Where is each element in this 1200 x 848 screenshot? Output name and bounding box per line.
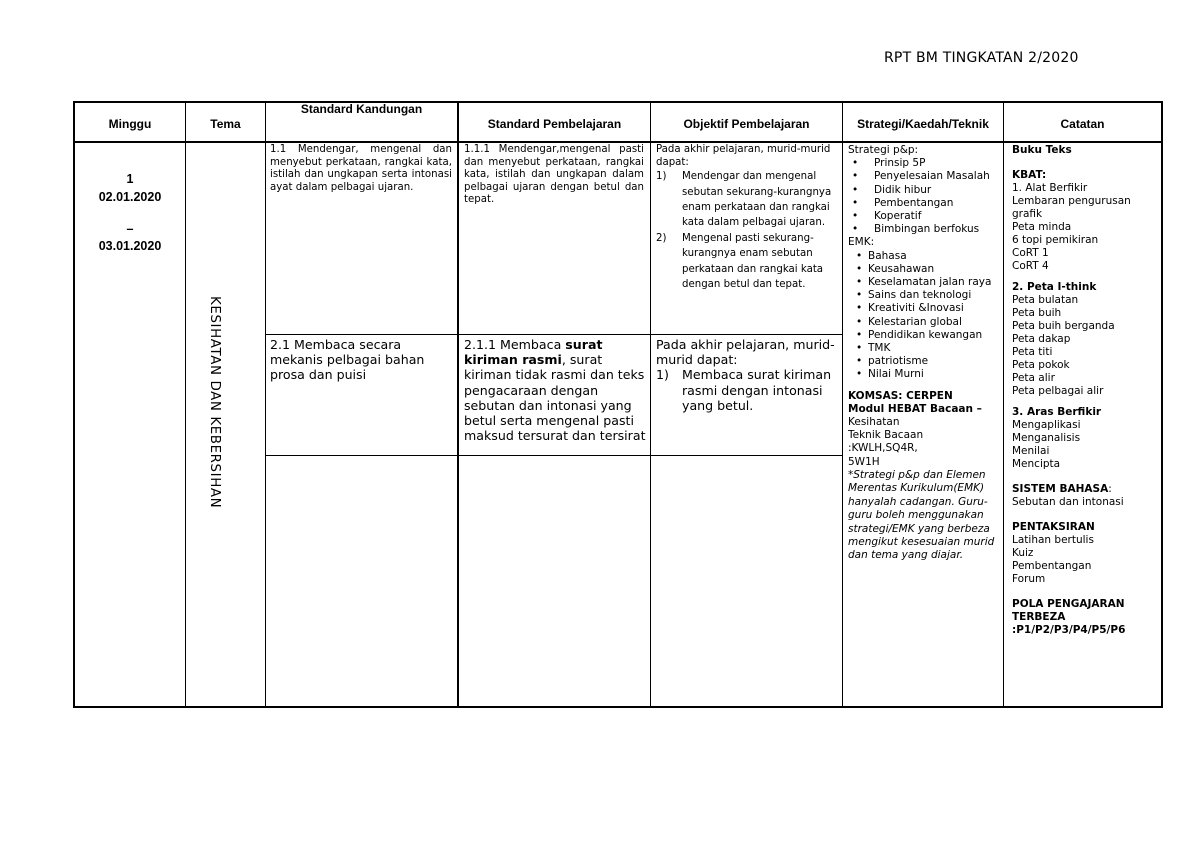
emk-item: • Kelestarian global — [848, 316, 1000, 329]
pp-item: • Didik hibur — [848, 184, 1000, 197]
pentaksiran-item: Latihan bertulis — [1012, 534, 1094, 546]
aras-item: Menganalisis — [1012, 432, 1081, 444]
kbat-title: KBAT: — [1012, 169, 1047, 181]
pentaksiran-title: PENTAKSIRAN — [1012, 521, 1095, 533]
tema-text: KESIHATAN DAN KEBERSIHAN — [207, 296, 222, 509]
emk-label: EMK: — [848, 236, 875, 249]
peta-item: Peta buih — [1012, 307, 1062, 319]
col-divider — [185, 101, 186, 708]
objektif-row1 — [656, 144, 836, 292]
peta-item: Peta alir — [1012, 372, 1055, 384]
week-number: 1 — [126, 172, 134, 186]
peta-item: Peta bulatan — [1012, 294, 1079, 306]
pola-title: POLA PENGAJARAN TERBEZA — [1012, 598, 1125, 623]
emk-item: • Nilai Murni — [848, 368, 1000, 381]
pp-item: • Penyelesaian Masalah — [848, 170, 1000, 183]
document-header-title: RPT BM TINGKATAN 2/2020 — [884, 50, 1079, 66]
kbat-item: CoRT 4 — [1012, 260, 1049, 272]
row-divider — [265, 455, 843, 456]
objektif-item: 1) Membaca surat kiriman rasmi dengan intonasi yang betul. — [656, 367, 832, 413]
table-border-bottom — [73, 706, 1163, 708]
col-divider — [457, 101, 459, 708]
header-strategi: Strategi/Kaedah/Teknik — [857, 117, 989, 131]
week-dash: – — [126, 222, 134, 236]
table-header-divider — [73, 141, 1163, 143]
pp-item: • Pembentangan — [848, 197, 1000, 210]
kbat-item: 6 topi pemikiran — [1012, 234, 1099, 246]
objektif-intro: Pada akhir pelajaran, murid-murid dapat: — [656, 144, 831, 168]
pentaksiran-item: Kuiz — [1012, 547, 1034, 559]
emk-item: • Sains dan teknologi — [848, 289, 1000, 302]
strategi-note: *Strategi p&p dan Elemen Merentas Kurikulum(EMK) hanyalah cadangan. Guru-guru boleh menggunakan strategi/EMK yang berbeza mengikut kesesuaian murid dan tema yang diajar. — [848, 468, 995, 562]
kbat-item: Lembaran pengurusan grafik — [1012, 195, 1131, 220]
objektif-row2 — [656, 337, 838, 413]
header-minggu: Minggu — [108, 117, 152, 131]
emk-item: • patriotisme — [848, 355, 1000, 368]
header-tema: Tema — [210, 117, 241, 131]
sk-row2: 2.1 Membaca secara mekanis pelbagai bahan prosa dan puisi — [270, 337, 425, 383]
objektif-intro: Pada akhir pelajaran, murid-murid dapat: — [656, 337, 835, 368]
emk-item: • Pendidikan kewangan — [848, 329, 1000, 342]
peta-item: Peta pokok — [1012, 359, 1070, 371]
kbat-item: CoRT 1 — [1012, 247, 1049, 259]
sp-row1: 1.1.1 Mendengar,mengenal pasti dan menyebut perkataan, rangkai kata, istilah dan ungkapan dalam pelbagai ujaran dengan betul dan tepat. — [464, 144, 644, 206]
modul-line: :KWLH,SQ4R, — [848, 442, 918, 455]
aras-item: Menilai — [1012, 445, 1050, 457]
modul-line: Teknik Bacaan — [848, 429, 924, 442]
pp-item: • Bimbingan berfokus — [848, 223, 1000, 236]
pola-value: :P1/P2/P3/P4/P5/P6 — [1012, 624, 1126, 636]
pentaksiran-item: Forum — [1012, 573, 1046, 585]
col-divider — [842, 101, 843, 708]
objektif-item: 2) Mengenal pasti sekurang-kurangnya enam sebutan perkataan dan rangkai kata dengan betul dan tepat. — [656, 232, 824, 291]
kbat-item: 1. Alat Berfikir — [1012, 182, 1088, 194]
row-divider — [265, 334, 843, 335]
strategi-cell — [848, 144, 1000, 563]
emk-item: • Keselamatan jalan raya — [848, 276, 1000, 289]
header-catatan: Catatan — [1060, 117, 1105, 131]
sistem-bahasa-title: SISTEM BAHASA: — [1012, 483, 1112, 495]
peta-item: Peta dakap — [1012, 333, 1071, 345]
aras-title: 3. Aras Berfikir — [1012, 406, 1102, 418]
pp-list — [848, 157, 1000, 236]
catatan-cell — [1012, 144, 1158, 637]
peta-title: 2. Peta I-think — [1012, 281, 1097, 293]
pentaksiran-item: Pembentangan — [1012, 560, 1092, 572]
sp-row2: 2.1.1 Membaca surat kiriman rasmi, surat kiriman tidak rasmi dan teks pengacaraan dengan sebutan dan intonasi yang betul serta mengenal pasti maksud tersurat dan tersirat — [464, 337, 646, 444]
peta-item: Peta titi — [1012, 346, 1053, 358]
komsas-title: KOMSAS: CERPEN — [848, 389, 953, 402]
emk-list — [848, 250, 1000, 382]
sistem-bahasa-item: Sebutan dan intonasi — [1012, 496, 1124, 508]
modul-title: Modul HEBAT Bacaan – — [848, 402, 982, 415]
modul-line: Kesihatan — [848, 416, 900, 429]
kbat-item: Peta minda — [1012, 221, 1072, 233]
header-standard-kandungan: Standard Kandungan — [300, 102, 423, 116]
pp-item: • Koperatif — [848, 210, 1000, 223]
emk-item: • Keusahawan — [848, 263, 1000, 276]
emk-item: • Kreativiti &Inovasi — [848, 302, 1000, 315]
peta-item: Peta pelbagai alir — [1012, 385, 1104, 397]
table-border-top — [73, 101, 1163, 103]
buku-teks: Buku Teks — [1012, 144, 1072, 156]
emk-item: • TMK — [848, 342, 1000, 355]
aras-item: Mengaplikasi — [1012, 419, 1081, 431]
objektif-item: 1) Mendengar dan mengenal sebutan sekurang-kurangnya enam perkataan dan rangkai kata dalam pelbagai ujaran. — [656, 171, 832, 229]
week-start-date: 02.01.2020 — [98, 190, 162, 204]
header-standard-pembelajaran: Standard Pembelajaran — [487, 117, 622, 131]
pp-item: • Prinsip 5P — [848, 157, 1000, 170]
week-end-date: 03.01.2020 — [98, 239, 162, 253]
emk-item: • Bahasa — [848, 250, 1000, 263]
sk-row1: 1.1 Mendengar, mengenal dan menyebut perkataan, rangkai kata, istilah dan ungkapan serta intonasi ayat dalam pelbagai ujaran. — [270, 144, 452, 193]
strategi-intro: Strategi p&p: — [848, 144, 919, 156]
peta-item: Peta buih berganda — [1012, 320, 1115, 332]
col-divider — [265, 101, 266, 708]
header-objektif: Objektif Pembelajaran — [683, 117, 810, 131]
col-divider — [650, 101, 651, 708]
modul-line: 5W1H — [848, 455, 880, 468]
aras-item: Mencipta — [1012, 458, 1061, 470]
table-border-right — [1161, 101, 1163, 708]
col-divider — [1003, 101, 1004, 708]
